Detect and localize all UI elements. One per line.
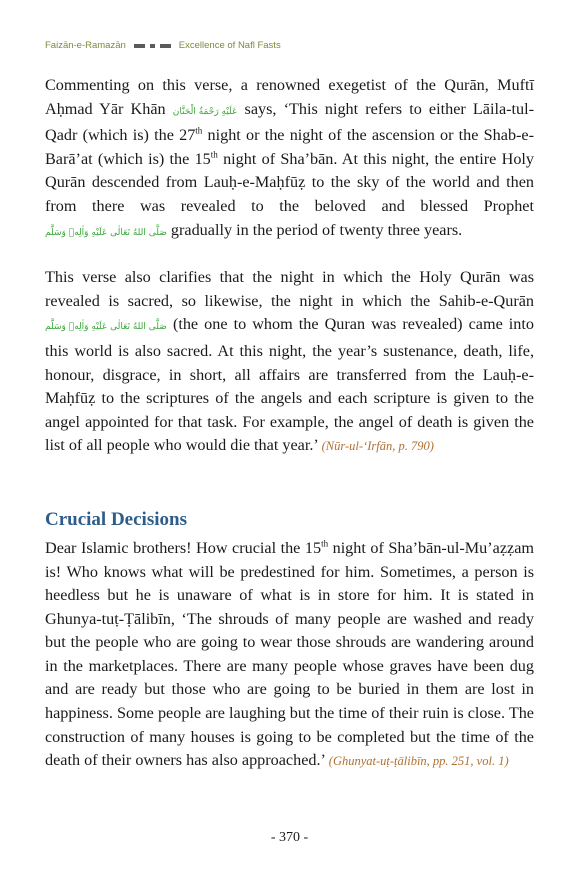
paragraph-2: This verse also clarifies that the night in which the Holy Qurān was revealed is sacred, so likewise, the night in which the Sahib-e-Qurān صَلَّى اللهُ تَعَالٰى عَلَيْهِ وَاٰلِهٖ وَسَلَّم (the one to whom the Quran was revealed) came into this world is also sacred. At this night, the year’s sustenance, death, life, honour, disgrace, in short, all affairs are transferred from the Lauḥ-e-Maḥfūẓ to the scriptures of the angels and each scripture is given to the angel appointed for that task. For example, the angel of death is given the list of all people who would die that year.’ (Nūr-ul-‘Irfān, p. 790)	[45, 268, 534, 455]
paragraph-1: Commenting on this verse, a renowned exegetist of the Qurān, Muftī Aḥmad Yār Khān عَلَيْهِ رَحْمَةُ الْحَنَّان says, ‘This night refers to either Lāila-tul-Qadr (which is) the 27th night or the night of the ascension or the Shab-e-Barā’at (which is) the 15th night of Sha’bān. At this night, the entire Holy Qurān descended from Lauḥ-e-Maḥfūẓ to the sky of the world and then from there was revealed to the beloved and blessed Prophet صَلَّى اللهُ تَعَالٰى عَلَيْهِ وَاٰلِهٖ وَسَلَّم gradually in the period of twenty three years.	[45, 74, 534, 245]
page-body	[45, 74, 534, 774]
dua-prophet-1: صَلَّى اللهُ تَعَالٰى عَلَيْهِ وَاٰلِهٖ وَسَلَّم	[45, 227, 167, 238]
citation-ghunyat: (Ghunyat-uṭ-ṭālibīn, pp. 251, vol. 1)	[328, 754, 509, 769]
chapter-title: Excellence of Nafl Fasts	[178, 40, 281, 51]
running-header	[45, 40, 281, 51]
paragraph-3: Dear Islamic brothers! How crucial the 15th night of Sha’bān-ul-Mu’aẓẓam is! Who knows what will be predestined for him. Sometimes, a person is heedless but he is unaware of what is in store for him. It is stated in Ghunya-tuṭ-Ṭālibīn, ‘The shrouds of many people are washed and ready but the people who are going to wear those shrouds are wandering around in the marketplaces. There are many people whose graves have been dug and are ready but those who are going to be buried in them are lost in happiness. Some people are laughing but the time of their ruin is close. The construction of many houses is going to be completed but the time of the death of their owners has also approached.’ (Ghunyat-uṭ-ṭālibīn, pp. 251, vol. 1)	[45, 538, 534, 770]
dua-prophet-2: صَلَّى اللهُ تَعَالٰى عَلَيْهِ وَاٰلِهٖ وَسَلَّم	[45, 322, 167, 333]
citation-nur-ul-irfan: (Nūr-ul-‘Irfān, p. 790)	[321, 439, 434, 454]
dua-mufti: عَلَيْهِ رَحْمَةُ الْحَنَّان	[172, 106, 238, 117]
page-number: - 370 -	[270, 830, 309, 845]
header-separator	[134, 44, 171, 48]
section-heading: Crucial Decisions	[45, 508, 187, 530]
book-title: Faizān-e-Ramazān	[45, 40, 126, 51]
